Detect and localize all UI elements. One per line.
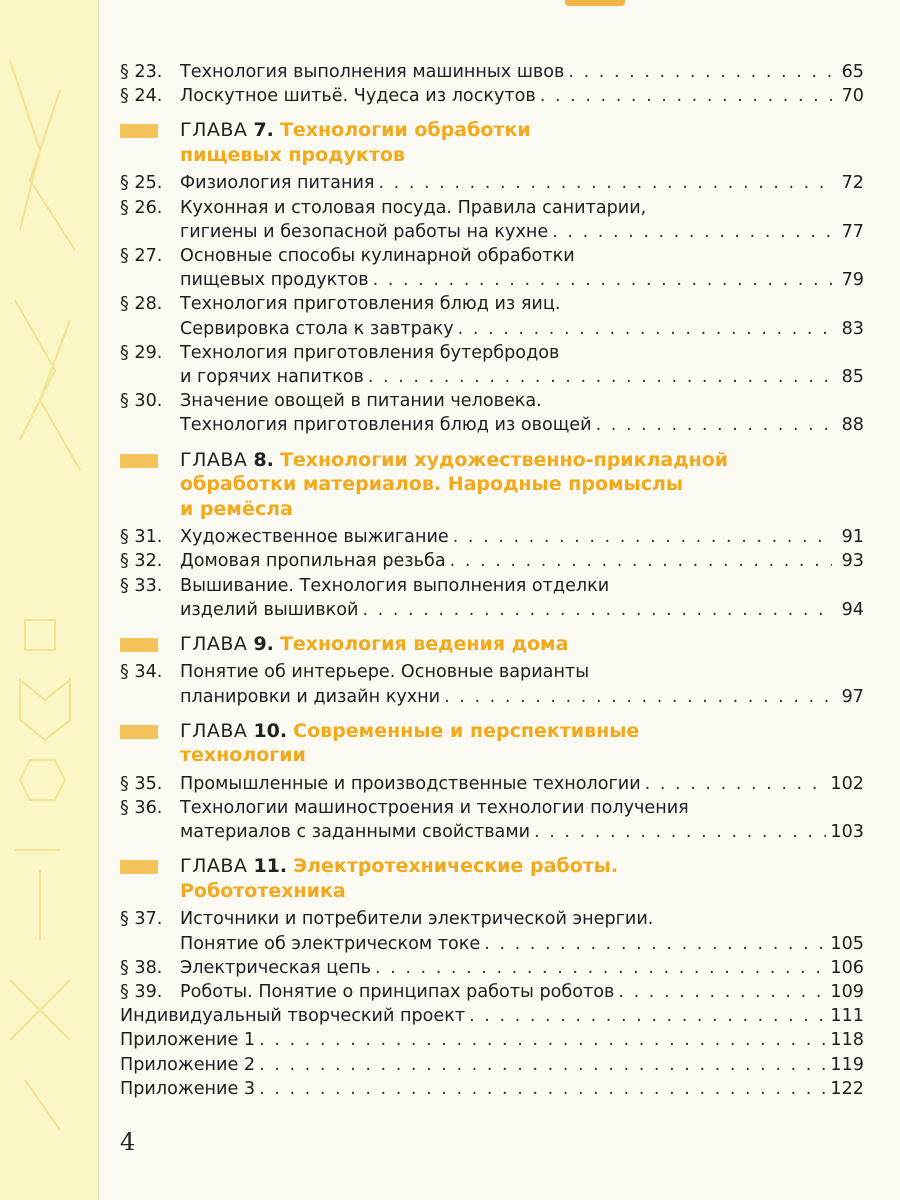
chapter-heading (120, 854, 864, 903)
section-number: § 38. (120, 957, 163, 978)
chapter-title-line (180, 497, 728, 522)
dot-leader (368, 365, 832, 389)
page-ref: 122 (830, 1078, 864, 1099)
chapter-label: ГЛАВА (180, 448, 248, 471)
chapter-marker-icon (120, 124, 158, 138)
section-title: гигиены и безопасной работы на кухне (180, 221, 549, 242)
page-ref: 83 (841, 318, 864, 339)
section-entry[interactable] (120, 84, 864, 108)
section-entry[interactable] (120, 574, 864, 622)
section-body (180, 907, 864, 955)
page-ref: 77 (841, 221, 864, 242)
section-title: Художественное выжигание (180, 527, 449, 548)
section-entry[interactable] (120, 660, 864, 708)
table-of-contents (120, 60, 864, 1101)
section-number: § 24. (120, 86, 163, 107)
section-number: § 27. (120, 246, 163, 267)
section-body (180, 389, 864, 437)
section-title: Понятие об электрическом токе (180, 933, 481, 954)
chapter-title-line (180, 854, 618, 879)
dot-leader (534, 820, 826, 844)
section-title: Приложение 1 (120, 1030, 256, 1051)
dot-leader (540, 84, 832, 108)
page-ref: 109 (830, 982, 864, 1003)
section-last-line (180, 220, 864, 244)
section-title-line: Источники и потребители электрической энергии. (180, 909, 654, 930)
dot-leader (618, 980, 826, 1004)
decorative-pattern-icon (0, 0, 98, 1200)
section-body (120, 1077, 864, 1101)
page-ref: 103 (830, 822, 864, 843)
toc-entry[interactable] (120, 1004, 864, 1028)
section-body (180, 341, 864, 389)
section-number: § 23. (120, 62, 163, 82)
section-last-line (180, 685, 864, 709)
page-ref: 91 (841, 527, 864, 548)
section-last-line (120, 1077, 864, 1101)
section-body (180, 60, 864, 84)
section-title: Электрическая цепь (180, 957, 371, 978)
section-last-line (180, 549, 864, 573)
page-ref: 118 (830, 1030, 864, 1051)
page-ref: 106 (830, 957, 864, 978)
section-title: материалов с заданными свойствами (180, 822, 531, 843)
section-number: § 35. (120, 773, 163, 794)
section-entry[interactable] (120, 796, 864, 844)
section-body (180, 549, 864, 573)
section-last-line (180, 598, 864, 622)
section-title: Промышленные и производственные технологии (180, 773, 641, 794)
section-body (120, 1053, 864, 1077)
section-entry[interactable] (120, 244, 864, 292)
page-ref: 105 (830, 933, 864, 954)
section-title: пищевых продуктов (180, 270, 369, 291)
section-number: § 26. (120, 197, 163, 218)
chapter-title: и ремёсла (180, 497, 293, 520)
chapter-title-line (180, 879, 618, 904)
section-last-line (120, 1028, 864, 1052)
section-entry[interactable] (120, 171, 864, 195)
chapter-number: 7. (253, 119, 274, 142)
chapter-title-line (180, 472, 728, 497)
chapter-text (180, 448, 728, 522)
section-body (180, 574, 864, 622)
chapter-number: 9. (253, 632, 274, 655)
page-number: 4 (120, 1128, 136, 1156)
chapter-title: Технология ведения дома (279, 632, 569, 655)
section-title: Роботы. Понятие о принципах работы роботов (180, 982, 615, 1003)
chapter-title-line (180, 719, 639, 744)
section-last-line (180, 980, 864, 1004)
section-title-line: Технология приготовления блюд из яиц. (180, 294, 561, 315)
section-number: § 34. (120, 662, 163, 683)
page-ref: 93 (841, 551, 864, 572)
section-last-line (180, 268, 864, 292)
section-body (120, 1004, 864, 1028)
dot-leader (469, 1004, 826, 1028)
section-entry[interactable] (120, 60, 864, 84)
section-title-line: Значение овощей в питании человека. (180, 391, 542, 412)
section-title: изделий вышивкой (180, 599, 359, 620)
section-title: Сервировка стола к завтраку (180, 318, 454, 339)
chapter-label: ГЛАВА (180, 719, 248, 742)
section-number: § 30. (120, 391, 163, 412)
chapter-title-line (180, 143, 531, 168)
section-last-line (180, 820, 864, 844)
section-number: § 33. (120, 575, 163, 596)
section-title-line: Вышивание. Технология выполнения отделки (180, 575, 610, 596)
chapter-title-line (180, 118, 531, 143)
chapter-title: Современные и перспективные (293, 719, 640, 742)
section-body (180, 525, 864, 549)
top-corner-mark (565, 0, 625, 6)
chapter-number: 11. (253, 855, 288, 878)
chapter-text (180, 719, 639, 768)
chapter-heading (120, 632, 864, 657)
toc-entry[interactable] (120, 1053, 864, 1077)
section-title-line: Технология приготовления бутербродов (180, 342, 560, 363)
section-body (180, 292, 864, 340)
dot-leader (362, 598, 832, 622)
section-body (180, 660, 864, 708)
section-last-line (180, 60, 864, 84)
chapter-title-line (180, 632, 568, 657)
section-entry[interactable] (120, 907, 864, 955)
section-entry[interactable] (120, 980, 864, 1004)
page-ref: 79 (841, 270, 864, 291)
section-entry[interactable] (120, 956, 864, 980)
section-entry[interactable] (120, 196, 864, 244)
section-entry[interactable] (120, 525, 864, 549)
page-ref: 72 (841, 173, 864, 194)
chapter-label: ГЛАВА (180, 855, 248, 878)
section-body (180, 980, 864, 1004)
section-title-line: Основные способы кулинарной обработки (180, 246, 575, 267)
section-title: Физиология питания (180, 173, 375, 194)
section-body (120, 1028, 864, 1052)
chapter-title: пищевых продуктов (180, 143, 405, 166)
chapter-marker-icon (120, 860, 158, 874)
chapter-title-line (180, 743, 639, 768)
chapter-title: Технологии обработки (279, 119, 531, 142)
dot-leader (484, 932, 826, 956)
section-body (180, 196, 864, 244)
section-title: Индивидуальный творческий проект (120, 1006, 466, 1027)
section-last-line (180, 413, 864, 437)
dot-leader (259, 1077, 826, 1101)
page-ref: 97 (841, 686, 864, 707)
dot-leader (645, 772, 827, 796)
section-last-line (180, 772, 864, 796)
section-number: § 39. (120, 982, 163, 1003)
section-title: Домовая пропильная резьба (180, 551, 446, 572)
section-entry[interactable] (120, 389, 864, 437)
section-last-line (180, 84, 864, 108)
decorative-side-band (0, 0, 99, 1200)
page-ref: 88 (841, 415, 864, 436)
dot-leader (444, 685, 832, 709)
section-last-line (180, 956, 864, 980)
section-number: § 31. (120, 527, 163, 548)
section-last-line (120, 1053, 864, 1077)
dot-leader (379, 171, 833, 195)
dot-leader (453, 525, 832, 549)
section-last-line (120, 1004, 864, 1028)
chapter-text (180, 854, 618, 903)
chapter-text (180, 118, 531, 167)
section-entry[interactable] (120, 772, 864, 796)
chapter-number: 8. (253, 448, 274, 471)
toc-entry[interactable] (120, 1028, 864, 1052)
section-title: Приложение 3 (120, 1078, 256, 1099)
chapter-text (180, 632, 568, 657)
dot-leader (375, 956, 826, 980)
page-ref: 85 (841, 367, 864, 388)
section-last-line (180, 317, 864, 341)
section-body (180, 84, 864, 108)
section-number: § 28. (120, 294, 163, 315)
section-body (180, 772, 864, 796)
chapter-marker-icon (120, 725, 158, 739)
chapter-number: 10. (253, 719, 288, 742)
toc-entry[interactable] (120, 1077, 864, 1101)
chapter-title-line (180, 448, 728, 473)
dot-leader (373, 268, 832, 292)
chapter-title: Робототехника (180, 879, 346, 902)
section-body (180, 796, 864, 844)
section-number: § 25. (120, 173, 163, 194)
chapter-label: ГЛАВА (180, 632, 248, 655)
dot-leader (596, 413, 832, 437)
chapter-heading (120, 719, 864, 768)
section-title: и горячих напитков (180, 367, 364, 388)
section-title: Приложение 2 (120, 1054, 256, 1075)
chapter-label: ГЛАВА (180, 119, 248, 142)
section-entry[interactable] (120, 549, 864, 573)
section-title: Технология выполнения машинных швов (180, 62, 565, 82)
dot-leader (259, 1028, 826, 1052)
section-title: планировки и дизайн кухни (180, 686, 441, 707)
section-title: Лоскутное шитьё. Чудеса из лоскутов (180, 86, 536, 107)
section-body (180, 956, 864, 980)
dot-leader (259, 1053, 826, 1077)
chapter-title: Электротехнические работы. (293, 855, 619, 878)
dot-leader (458, 317, 832, 341)
section-title-line: Кухонная и столовая посуда. Правила санитарии, (180, 197, 647, 218)
dot-leader (568, 60, 832, 84)
page-ref: 119 (830, 1054, 864, 1075)
section-entry[interactable] (120, 341, 864, 389)
chapter-heading (120, 118, 864, 167)
section-number: § 36. (120, 798, 163, 819)
section-number: § 29. (120, 342, 163, 363)
section-last-line (180, 932, 864, 956)
page-ref: 102 (830, 773, 864, 794)
section-number: § 37. (120, 909, 163, 930)
section-title-line: Понятие об интерьере. Основные варианты (180, 662, 590, 683)
page-ref: 70 (841, 86, 864, 107)
section-last-line (180, 525, 864, 549)
page-ref: 111 (830, 1006, 864, 1027)
chapter-title: технологии (180, 744, 306, 767)
chapter-marker-icon (120, 454, 158, 468)
dot-leader (450, 549, 832, 573)
section-body (180, 244, 864, 292)
section-body (180, 171, 864, 195)
chapter-title: Технологии художественно-прикладной (279, 448, 729, 471)
section-entry[interactable] (120, 292, 864, 340)
section-last-line (180, 365, 864, 389)
page-ref: 65 (841, 62, 864, 82)
section-last-line (180, 171, 864, 195)
chapter-title: обработки материалов. Народные промыслы (180, 473, 684, 496)
page-ref: 94 (841, 599, 864, 620)
dot-leader (552, 220, 832, 244)
chapter-marker-icon (120, 638, 158, 652)
chapter-heading (120, 448, 864, 522)
section-title-line: Технологии машиностроения и технологии получения (180, 798, 689, 819)
section-title: Технология приготовления блюд из овощей (180, 415, 592, 436)
section-number: § 32. (120, 551, 163, 572)
